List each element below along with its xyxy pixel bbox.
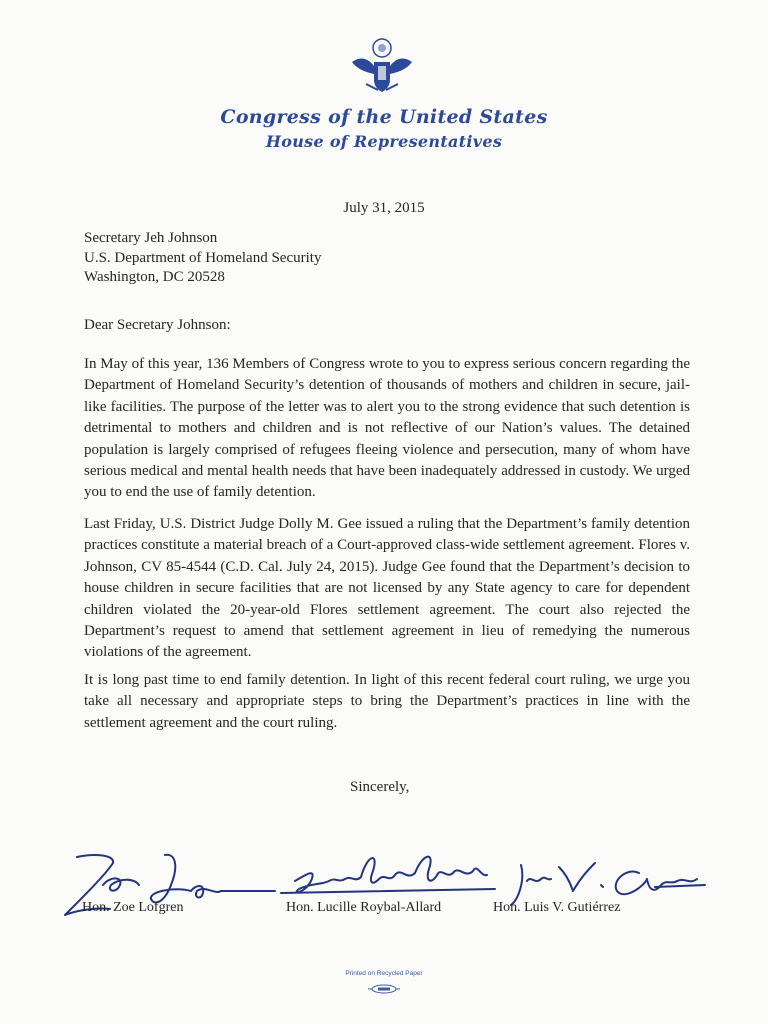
recycled-paper-note: Printed on Recycled Paper: [345, 970, 423, 977]
recipient-address: [84, 229, 321, 288]
union-bug-icon: [364, 983, 404, 995]
recipient-name: Secretary Jeh Johnson: [84, 230, 218, 246]
salutation: Dear Secretary Johnson:: [84, 317, 231, 333]
signatory-3: Hon. Luis V. Gutiérrez: [493, 900, 621, 915]
signatory-2: Hon. Lucille Roybal-Allard: [286, 900, 442, 915]
great-seal-eagle-icon: [348, 36, 416, 98]
body-paragraph-2: Last Friday, U.S. District Judge Dolly M. Gee issued a ruling that the Department’s family detention practices constitute a material breach of a Court-approved class-wide settlement agreement. Flores v. Johnson, CV 85-4544 (C.D. Cal. July 24, 2015). Judge Gee found that the Department’s decision to house children in secure facilities that are not licensed by any State agency to care for dependent children violated the 20-year-old Flores settlement agreement. The court also rejected the Department’s request to amend that settlement agreement in lieu of remedying the numerous violations of the agreement.: [84, 516, 690, 661]
body-paragraph-3: It is long past time to end family detention. In light of this recent federal court ruling, we urge you take all necessary and appropriate steps to bring the Department’s practices in line with the settlement agreement and the court ruling.: [84, 672, 690, 731]
recipient-city: Washington, DC 20528: [84, 269, 225, 285]
recipient-org: U.S. Department of Homeland Security: [84, 249, 322, 266]
letterhead-title: Congress of the United States: [220, 106, 548, 128]
letterhead-subtitle: House of Representatives: [265, 132, 503, 151]
body-paragraph-1: In May of this year, 136 Members of Congress wrote to you to express serious concern regarding the Department of Homeland Security’s detention of thousands of mothers and children in secure, jail-like facilities. The purpose of the letter was to alert you to the strong evidence that such detention is detrimental to mothers and children and is not reflective of our Nation’s values. The detained population is largely comprised of refugees fleeing violence and persecution, many of whom have serious medical and mental health needs that have been inadequately addressed in custody. We urged you to end the use of family detention.: [84, 356, 690, 501]
signatory-1: Hon. Zoe Lofgren: [82, 900, 184, 915]
closing: Sincerely,: [350, 779, 410, 795]
letter-date: July 31, 2015: [343, 200, 425, 216]
